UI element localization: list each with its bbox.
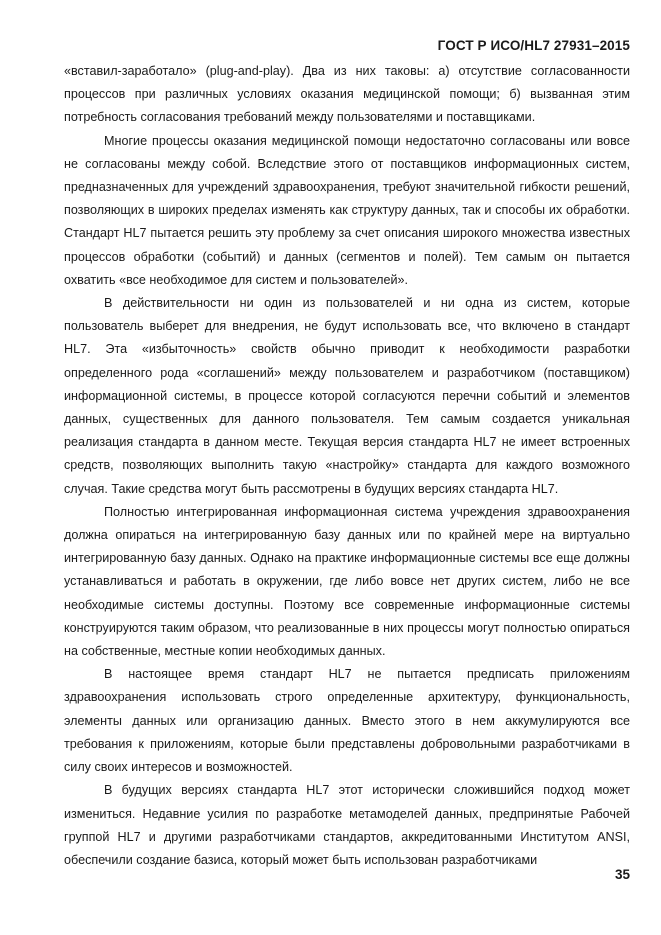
page-number: 35: [614, 867, 630, 882]
paragraph: Многие процессы оказания медицинской помощи недостаточно согласованы или вовсе не согласованы между собой. Вследствие этого от поставщиков информационных систем, предназначенных для учреждений здравоохранения, требуют значительной гибкости решений, позволяющих в широких пределах изменять как структуру данных, так и способы их обработки. Стандарт HL7 пытается решить эту проблему за счет описания широкого множества известных процессов обработки (событий) и данных (сегментов и полей). Тем самым он пытается охватить «все необходимое для систем и пользователей».: [64, 133, 630, 287]
paragraph: В настоящее время стандарт HL7 не пытается предписать приложениям здравоохранения использовать строго определенные архитектуру, функциональность, элементы данных или организацию данных. Вместо этого в нем аккумулируются все требования к приложениям, которые были представлены добровольными разработчиками в силу своих интересов и возможностей.: [64, 667, 630, 775]
page-header-standard: ГОСТ Р ИСО/HL7 27931–2015: [437, 38, 630, 53]
paragraph: В действительности ни один из пользователей и ни одна из систем, которые пользователь выберет для внедрения, не будут использовать все, что включено в стандарт HL7. Эта «избыточность» свойств обычно приводит к необходимости разработки определенного рода «соглашений» между пользователем и разработчиком (поставщиком) информационной системы, в процессе которой согласуются перечни событий и элементов данных, существенных для данного пользователя. Тем самым создается уникальная реализация стандарта в данном месте. Текущая версия стандарта HL7 не имеет встроенных средств, позволяющих выполнить такую «настройку» стандарта для каждого возможного случая. Такие средства могут быть рассмотрены в будущих версиях стандарта HL7.: [64, 296, 630, 496]
paragraph: Полностью интегрированная информационная система учреждения здравоохранения должна опираться на интегрированную базу данных или по крайней мере на виртуально интегрированную базу данных. Однако на практике информационные системы все еще должны устанавливаться и работать в окружении, где либо вовсе нет других систем, либо не все необходимые системы доступны. Поэтому все современные информационные системы конструируются таким образом, что реализованные в них процессы могут полностью опираться на собственные, местные копии необходимых данных.: [64, 504, 630, 659]
paragraph: В будущих версиях стандарта HL7 этот исторически сложившийся подход может измениться. Недавние усилия по разработке метамоделей данных, предпринятые Рабочей группой HL7 и другими разработчиками стандартов, аккредитованными Институтом ANSI, обеспечили создание базиса, который может быть использован разработчиками: [64, 783, 630, 867]
paragraph-continuation: «вставил-заработало» (plug-and-play). Два из них таковы: а) отсутствие согласованности процессов при различных условиях оказания медицинской помощи; б) вызванная этим потребность согласования требований между пользователями и поставщиками.: [64, 64, 630, 125]
body-text: [64, 60, 630, 872]
